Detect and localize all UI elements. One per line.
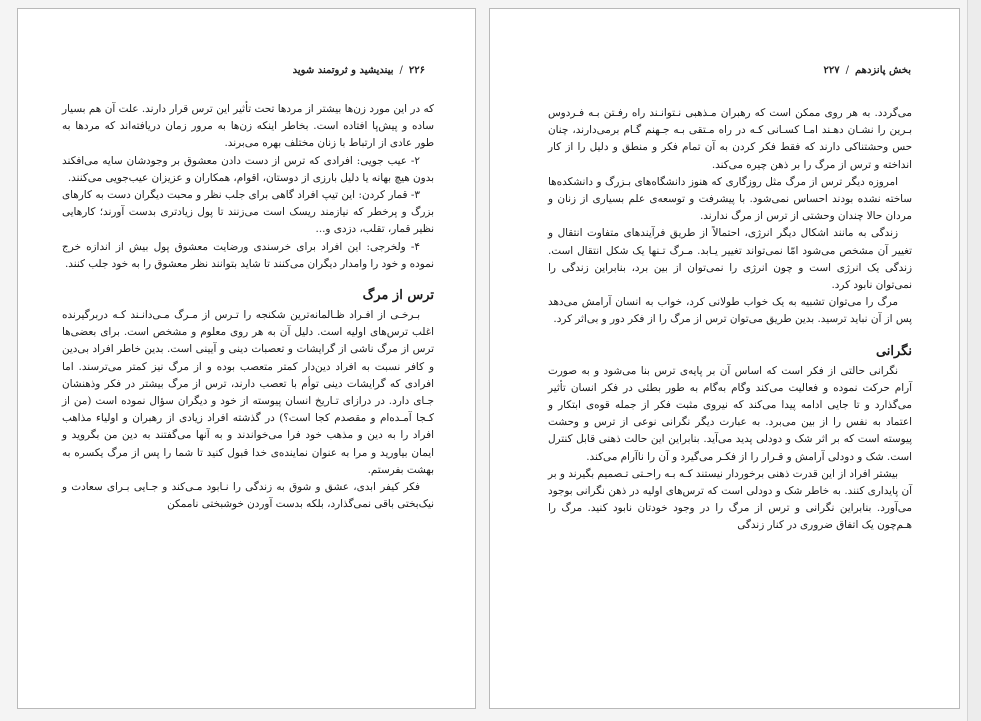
paragraph: ۲- عیب جویی: افرادی که ترس از دست دادن معشوق بر وجودشان سایه می‌افکند بدون هیچ بهانه یا دلیل بارزی از دوستان، اقوام، همکاران و عزیزان عیب‌جویی می‌کنند. (62, 154, 434, 184)
paragraph: بـرخـی از افـراد ظـالمانه‌ترین شکنجه را تـرس از مـرگ مـی‌دانـند کـه دربرگیرنده اغلب ترس‌های اولیه است. دلیل آن به هر روی معلوم و مشخص است. برای بعضی‌ها ترس از مرگ ناشی از گرایشات و تعصبات دینی و آیینی است. بدین خاطر افراد بی‌دین و کافر نسبت به افراد دین‌دار کمتر متعصب بوده و از مرگ نیز کمتر می‌ترسند. اما افرادی که گرایشات دینی توأم با تعصب دارند، ترس از مرگ بیشتر در فکر وذهنشان جـای دارد. در درازای تـاریخ انسان پیوسته از خود و دیگران سؤال نموده است (من از کـجا آمـده‌ام و مقصدم کجا است؟) در گذشته افراد زیادی از رهبران و اولیاء مذاهب افراد را به دین و مذهب خود فرا می‌خواندند و به آنها می‌گفتند به دین من بگروید و ایمان بیاورید و مرا به عنوان نماینده‌ی خدا قبول کنید تا شما را پس از مرگ یکسره به بهشت بفرستم. (62, 309, 434, 476)
page-number: ۲۲۷ (823, 65, 840, 76)
page-header (824, 65, 911, 76)
page-body (62, 101, 434, 513)
running-title: بخش پانزدهم (855, 65, 911, 76)
paragraph: نگرانی حالتی از فکر است که اساس آن بر پایه‌ی ترس بنا می‌شود و به صورت آرام حرکت نموده و فعالیت می‌کند وگام به‌گام به طور بطئی در فکر انسان تأثیر می‌گذارد و تا جایی ادامه پیدا می‌کند که نیروی مثبت فکر از جمله قوه‌ی ابتکار و اعتماد به نفس را از بین می‌برد. به عبارت دیگر نگرانی نوعی از ترس و وحشت پیوسته است که بر اثر شک و دودلی پدید می‌آید. بنابراین این حالت ذهنی قابل کنترل است. شک و دودلی آرامش و قـرار را از فکـر می‌گیرد و آن را ناآرام می‌کند. (548, 364, 912, 463)
paragraph: ۴- ولخرجی: این افراد برای خرسندی ورضایت معشوق پول بیش از اندازه خرج نموده و خود را وامدار دیگران می‌کنند تا شاید بتوانند نظر معشوق را به خود جلب کنند. (62, 240, 434, 270)
left-book-page (17, 8, 476, 709)
paragraph: فکر کیفر ابدی، عشق و شوق به زندگی را نـابود مـی‌کند و جـایی بـرای سعادت و نیک‌بختی باقی نمی‌گذارد، بلکه بدست آوردن خوشبختی ناممکن (62, 481, 434, 511)
paragraph: بیشتر افراد از این قدرت ذهنی برخوردار نیستند کـه بـه راحـتی تـصمیم بگیرند و بر آن پایداری کنند. به خاطر شک و دودلی است که ترس‌های اولیه در ذهن نگرانی بوجود می‌آورد. بنابراین نگرانی و ترس از مرگ را در وجود خودتان نابود کنید. مرگ را هـم‌چون یک اتفاق ضروری در کنار زندگی (548, 467, 912, 532)
header-separator: / (399, 65, 403, 76)
section-heading: نگرانی (875, 343, 912, 359)
running-title: بیندیشید و ثروتمند شوید (292, 65, 394, 76)
paragraph: می‌گردد. به هر روی ممکن است که رهبران مـذهبی نـتوانـند راه رفـتن بـه فـردوس بـرین را نشـان دهـند امـا کسـانی کـه در راه مـتقی بـه جـهنم گـام برمی‌دارند، چنان حس وحشتناکی دارند که فقط فکر کردن به آن تمام فکر و منطق و دلیل را از کار انداخته و ترس از مرگ را بر ذهن چیره می‌کند. (548, 107, 912, 171)
paragraph: مرگ را می‌توان تشبیه به یک خواب طولانی کرد، خواب به انسان آرامش می‌دهد پس از آن نباید ترسید. بدین طریق می‌توان ترس از مرگ را از فکر دور و بی‌اثر کرد. (548, 296, 912, 326)
page-header (293, 65, 425, 76)
page-body (548, 105, 912, 535)
paragraph: زندگی به مانند اشکال دیگر انرژی، احتمالاً از طریق فرآیندهای متفاوت انتقال و تغییر آن مشخص می‌شود امّا نمی‌تواند تغییر یـابد. مـرگ تـنها یک شکل انتقال است. زندگی یک انرژی است و چون انرژی را نمی‌توان از بین برد، بنابراین زندگی را نمی‌توان نابود کرد. (548, 227, 912, 292)
section-heading: ترس از مرگ (362, 288, 434, 304)
paragraph: امروزه دیگر ترس از مرگ مثل روزگاری که هنوز دانشگاه‌های بـزرگ و دانشکده‌ها ساخته نشده بودند احساس نمی‌شود. با پیشرفت و توسعه‌ی علم بسیاری از زنان و مردان حالا چندان وحشتی از ترس از مرگ ندارند. (548, 175, 912, 223)
paragraph: که در این مورد زن‌ها بیشتر از مردها تحت تأثیر این ترس قرار دارند. علت آن هم بسیار ساده و پیش‌پا افتاده است. بخاطر اینکه زن‌ها به مرور زمان دریافته‌اند که مردها به طور عادی از ارتباط با زنان مختلف بهره می‌برند. (62, 103, 434, 150)
right-book-page (489, 8, 960, 709)
paragraph: ۳- قمار کردن: این تیپ افراد گاهی برای جلب نظر و محبت دیگران دست به کارهای بزرگ و پرخطر که نیازمند ریسک است می‌زنند تا پول زیادتری بدست آورند؛ کارهایی نظیر قمار، تقلب، دزدی و... (62, 189, 434, 236)
page-number: ۲۲۶ (408, 65, 425, 76)
header-separator: / (845, 65, 850, 76)
vertical-scrollbar[interactable] (967, 0, 981, 721)
